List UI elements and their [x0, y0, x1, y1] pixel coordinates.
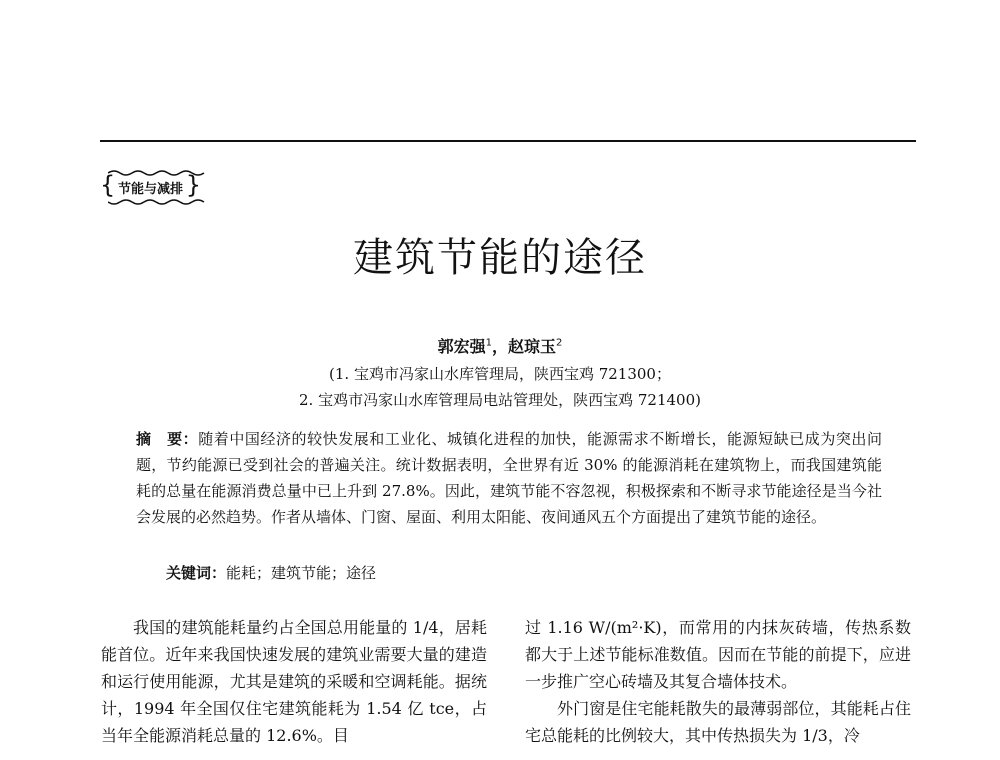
abstract: [136, 426, 882, 530]
affiliation-1: (1. 宝鸡市冯家山水库管理局，陕西宝鸡 721300；: [329, 365, 671, 383]
brace-right: }: [185, 171, 202, 199]
body-paragraph: 外门窗是住宅能耗散失的最薄弱部位，其能耗占住宅总能耗的比例较大，其中传热损失为 1/3，冷: [525, 699, 911, 745]
wave-border-bottom: [108, 198, 208, 206]
body-paragraph: 过 1.16 W/(m²·K)，而常用的内抹灰砖墙，传热系数都大于上述节能标准数值。因而在节能的前提下，应进一步推广空心砖墙及其复合墙体技术。: [525, 618, 911, 691]
column-tag: [100, 171, 202, 204]
keywords-label: 关键词：: [166, 564, 227, 582]
author-affil-mark: 2: [556, 337, 563, 349]
affiliation-2: 2. 宝鸡市冯家山水库管理局电站管理处，陕西宝鸡 721400): [299, 391, 701, 409]
author-name: 赵琼玉: [508, 337, 557, 356]
abstract-text: 随着中国经济的较快发展和工业化、城镇化进程的加快，能源需求不断增长，能源短缺已成为突出问题，节约能源已受到社会的普遍关注。统计数据表明，全世界有近 30% 的能源消耗在建筑物上，而我国建筑能耗的总量在能源消费总量中已上升到 27.8%。因此，建筑节能不容忽视，积极探索和不断寻求节能途径是当今社会发展的必然趋势。作者从墙体、门窗、屋面、利用太阳能、夜间通风五个方面提出了建筑节能的途径。: [136, 430, 882, 526]
brace-left: {: [100, 171, 116, 199]
keywords-text: 能耗；建筑节能；途径: [226, 564, 377, 582]
author-line: [0, 334, 1000, 357]
keywords: [166, 562, 376, 583]
author-affil-mark: 1: [485, 337, 492, 349]
body-column-right: [525, 614, 911, 749]
author-separator: ，: [491, 337, 508, 356]
column-tag-label: 节能与减排: [118, 182, 184, 197]
article-title: 建筑节能的途径: [353, 235, 647, 281]
abstract-label: 摘 要：: [136, 430, 199, 448]
body-column-left: [101, 614, 487, 749]
author-name: 郭宏强: [437, 337, 486, 356]
header-rule: [100, 140, 916, 142]
body-paragraph: 我国的建筑能耗量约占全国总用能量的 1/4，居耗能首位。近年来我国快速发展的建筑业需要大量的建造和运行使用能源，尤其是建筑的采暖和空调耗能。据统计，1994 年全国仅住宅建筑能耗为 1.54 亿 tce，占当年全能源消耗总量的 12.6%。目: [101, 618, 487, 745]
